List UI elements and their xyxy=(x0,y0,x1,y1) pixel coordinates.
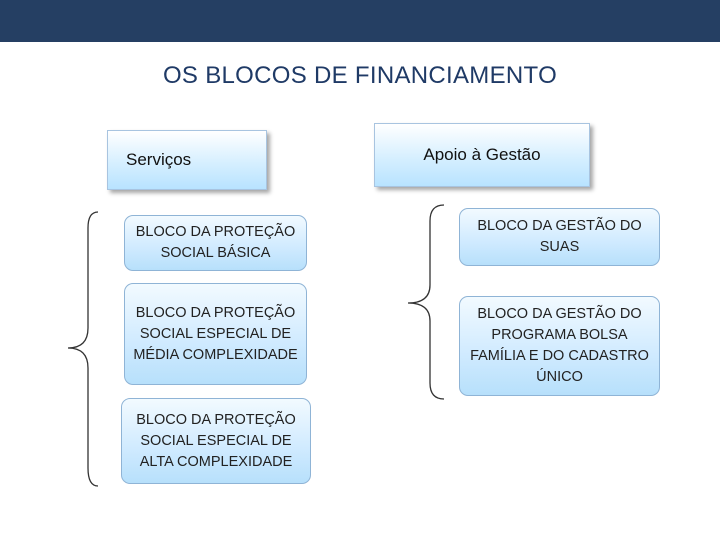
left-brace xyxy=(66,210,102,488)
right-brace xyxy=(406,203,448,401)
apoio-gestao-header xyxy=(374,123,590,187)
servicos-header xyxy=(107,130,267,190)
bloco-protecao-social-basica-label: BLOCO DA PROTEÇÃO SOCIAL BÁSICA xyxy=(135,224,296,261)
top-bar xyxy=(0,0,720,42)
bloco-protecao-especial-alta-label: BLOCO DA PROTEÇÃO SOCIAL ESPECIAL DE ALTA COMPLEXIDADE xyxy=(136,411,296,470)
servicos-header-label: Serviços xyxy=(126,150,192,169)
apoio-gestao-header-label: Apoio à Gestão xyxy=(423,145,541,164)
bloco-protecao-especial-media xyxy=(124,283,307,385)
page-title: OS BLOCOS DE FINANCIAMENTO xyxy=(162,62,558,89)
bloco-gestao-suas-label: BLOCO DA GESTÃO DO SUAS xyxy=(477,218,642,255)
bloco-gestao-bolsa-familia-label: BLOCO DA GESTÃO DO PROGRAMA BOLSA FAMÍLIA E DO CADASTRO ÚNICO xyxy=(470,306,649,385)
bloco-gestao-bolsa-familia xyxy=(459,296,660,396)
bloco-protecao-especial-alta xyxy=(121,398,311,484)
bloco-gestao-suas xyxy=(459,208,660,266)
bloco-protecao-especial-media-label: BLOCO DA PROTEÇÃO SOCIAL ESPECIAL DE MÉDIA COMPLEXIDADE xyxy=(133,304,298,363)
bloco-protecao-social-basica xyxy=(124,215,307,271)
